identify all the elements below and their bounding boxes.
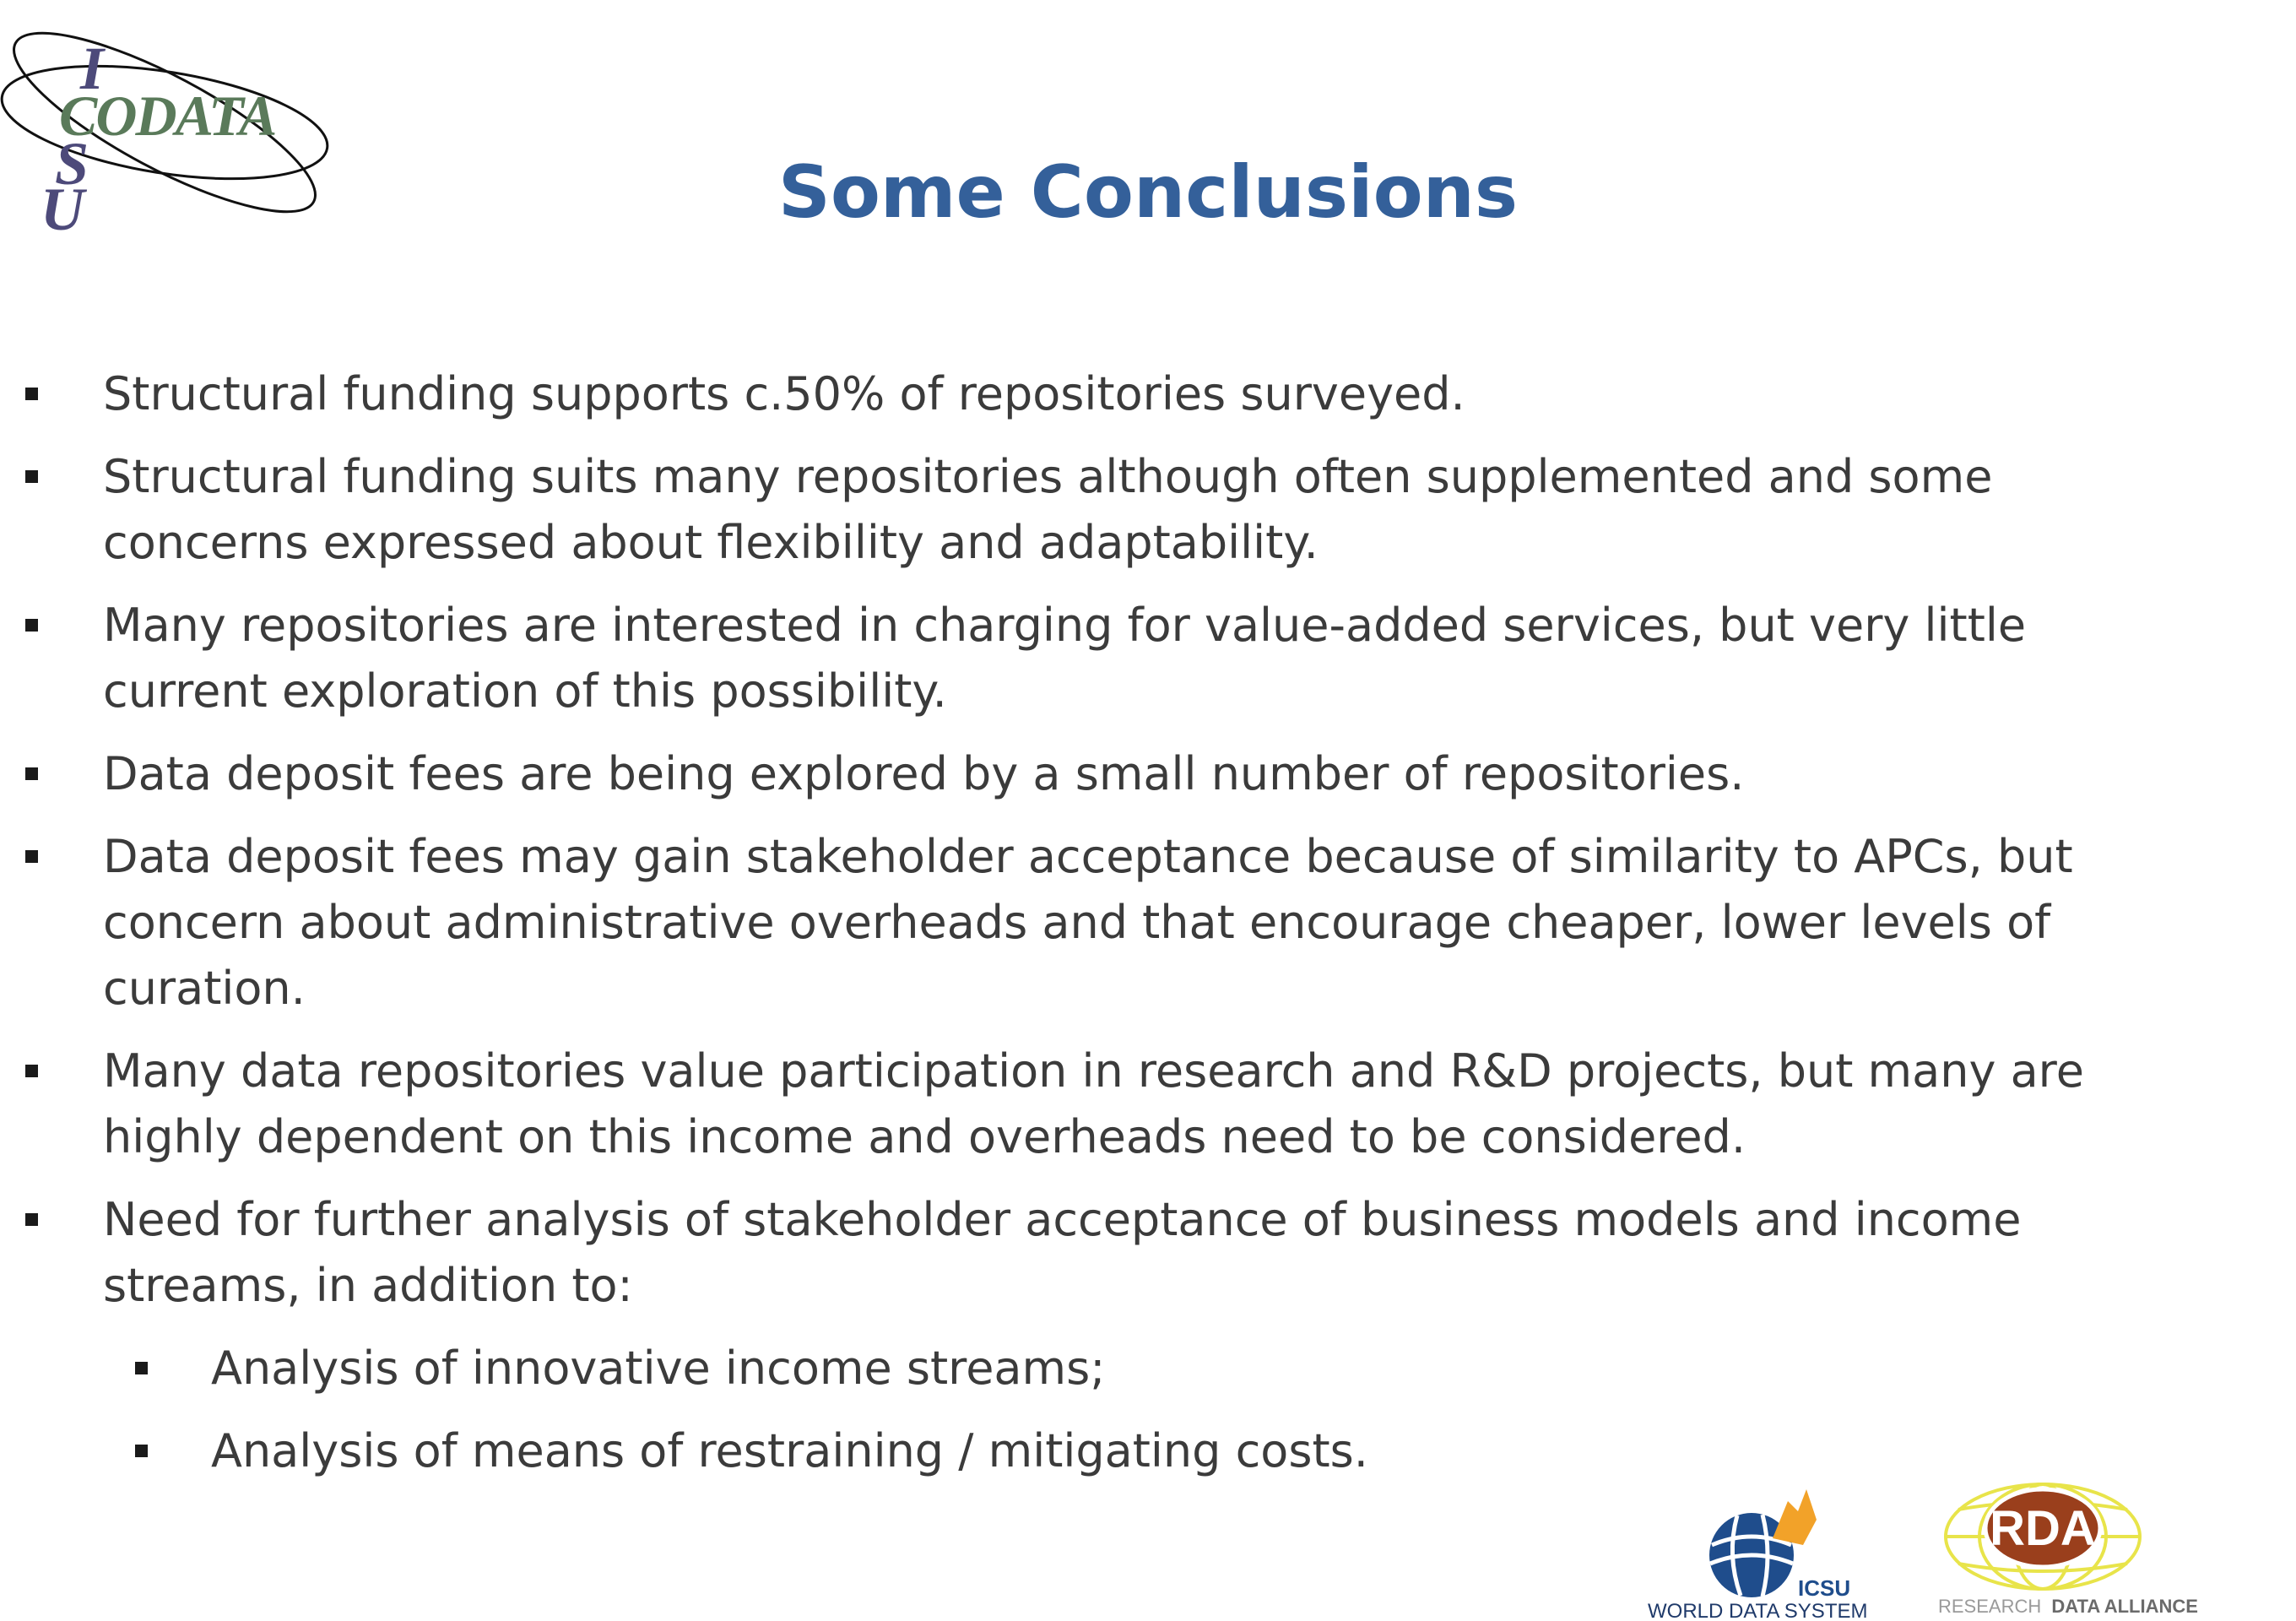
bullet-item bbox=[0, 824, 2161, 1022]
wds-icsu-text: ICSU bbox=[1798, 1575, 1851, 1601]
wds-flame-icon bbox=[1773, 1489, 1817, 1545]
codata-letter-s: S bbox=[55, 130, 89, 198]
bullet-text: Many repositories are interested in charging for value-added services, but very little current exploration of this possibility. bbox=[103, 599, 2027, 718]
bullet-text: Analysis of means of restraining / mitigating costs. bbox=[211, 1424, 1368, 1477]
bullet-marker bbox=[25, 619, 38, 632]
bullet-marker bbox=[25, 850, 38, 863]
wds-name-text: WORLD DATA SYSTEM bbox=[1648, 1600, 1868, 1621]
bullet-item bbox=[0, 444, 2161, 576]
bullet-marker bbox=[25, 1065, 38, 1077]
codata-wordmark: CODATA bbox=[59, 84, 276, 148]
codata-letter-u: U bbox=[41, 176, 84, 243]
bullet-text: Analysis of innovative income streams; bbox=[211, 1342, 1106, 1395]
slide-title: Some Conclusions bbox=[777, 150, 1519, 235]
bullet-marker bbox=[135, 1445, 148, 1457]
codata-letter-i: I bbox=[80, 35, 105, 102]
rda-tagline bbox=[1938, 1596, 2198, 1617]
bullet-text: Data deposit fees may gain stakeholder acceptance because of similarity to APCs, but concern about administrative overheads and that encourage cheaper, lower levels of curation. bbox=[103, 830, 2073, 1015]
rda-tagline-light: RESEARCH bbox=[1938, 1596, 2042, 1617]
sub-bullet-item bbox=[0, 1418, 2161, 1484]
rda-tagline-bold: DATA ALLIANCE bbox=[2051, 1596, 2198, 1617]
sub-bullet-item bbox=[0, 1336, 2161, 1401]
conclusions-list bbox=[0, 361, 2161, 1501]
bullet-item bbox=[0, 361, 2161, 427]
bullet-item bbox=[0, 1038, 2161, 1170]
bullet-marker bbox=[25, 470, 38, 483]
bullet-marker bbox=[25, 1213, 38, 1226]
bullet-item bbox=[0, 593, 2161, 724]
bullet-text: Data deposit fees are being explored by a small number of repositories. bbox=[103, 747, 1745, 800]
bullet-text: Structural funding suits many repositories although often supplemented and some concerns expressed about flexibility and adaptability. bbox=[103, 450, 1993, 569]
bullet-item bbox=[0, 741, 2161, 807]
rda-logo bbox=[1933, 1477, 2198, 1621]
rda-badge-text: RDA bbox=[1990, 1501, 2096, 1556]
bullet-text: Structural funding supports c.50% of repositories surveyed. bbox=[103, 367, 1465, 420]
bullet-item bbox=[0, 1187, 2161, 1319]
bullet-marker bbox=[25, 388, 38, 400]
bullet-marker bbox=[25, 767, 38, 780]
wds-logo bbox=[1638, 1486, 1891, 1621]
bullet-marker bbox=[135, 1362, 148, 1374]
bullet-text: Many data repositories value participation in research and R&D projects, but many are highly dependent on this income and overheads need to be considered. bbox=[103, 1044, 2084, 1163]
bullet-text: Need for further analysis of stakeholder acceptance of business models and income streams, in addition to: bbox=[103, 1193, 2022, 1312]
